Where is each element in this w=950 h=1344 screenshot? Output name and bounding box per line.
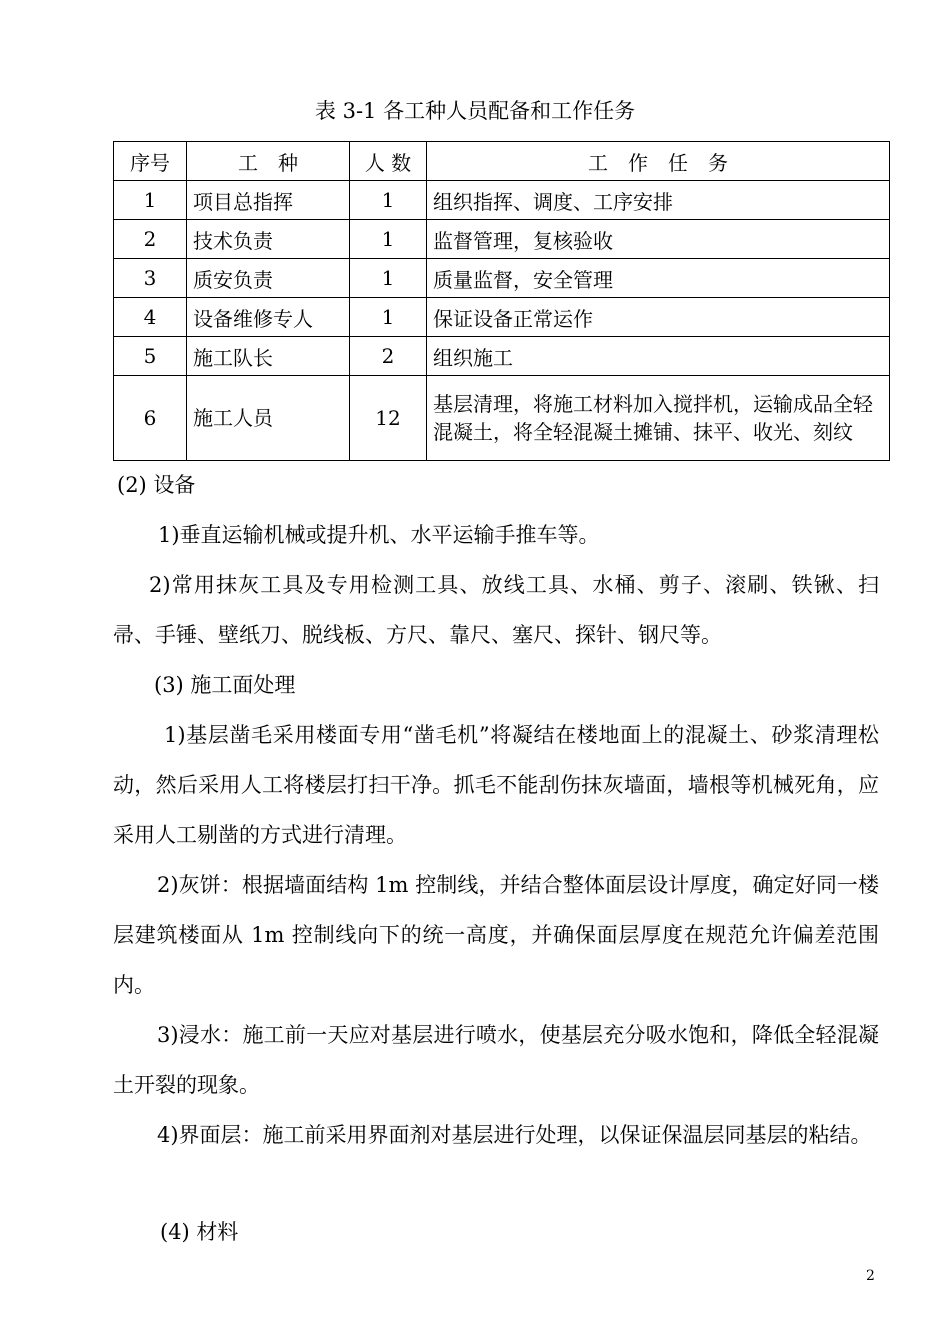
cell-number: 4 <box>114 298 187 337</box>
cell-number: 2 <box>114 220 187 259</box>
equipment-item-2: 2)常用抹灰工具及专用检测工具、放线工具、水桶、剪子、滚刷、铁锹、扫帚、手锤、壁纸刀、脱线板、方尺、靠尺、塞尺、探针、钢尺等。 <box>113 573 879 647</box>
cell-task: 保证设备正常运作 <box>427 298 890 337</box>
cell-task: 组织施工 <box>427 337 890 376</box>
header-number: 序号 <box>114 142 187 181</box>
table-row <box>114 259 890 298</box>
surface-item-1: 1)基层凿毛采用楼面专用“凿毛机”将凝结在楼地面上的混凝土、砂浆清理松动，然后采用人工将楼层打扫干净。抓毛不能刮伤抹灰墙面，墙根等机械死角，应采用人工剔凿的方式进行清理。 <box>113 723 879 847</box>
table-caption: 表 3-1 各工种人员配备和工作任务 <box>314 99 636 123</box>
cell-task: 监督管理，复核验收 <box>427 220 890 259</box>
cell-number: 1 <box>114 181 187 220</box>
material-heading: (4) 材料 <box>160 1220 239 1244</box>
table-row <box>114 220 890 259</box>
surface-item-2: 2)灰饼：根据墙面结构 1m 控制线，并结合整体面层设计厚度，确定好同一楼层建筑楼面从 1m 控制线向下的统一高度，并确保面层厚度在规范允许偏差范围内。 <box>113 873 879 997</box>
header-task: 工 作 任 务 <box>427 142 890 181</box>
cell-headcount: 1 <box>350 298 427 337</box>
surface-item-3: 3)浸水：施工前一天应对基层进行喷水，使基层充分吸水饱和，降低全轻混凝土开裂的现象。 <box>113 1023 879 1097</box>
surface-heading: (3) 施工面处理 <box>154 673 296 697</box>
cell-headcount: 12 <box>350 376 427 461</box>
cell-headcount: 2 <box>350 337 427 376</box>
cell-number: 6 <box>114 376 187 461</box>
table-row <box>114 298 890 337</box>
table-row <box>114 337 890 376</box>
equipment-heading: (2) 设备 <box>117 473 196 497</box>
cell-headcount: 1 <box>350 259 427 298</box>
cell-work-type: 施工人员 <box>187 376 350 461</box>
cell-work-type: 项目总指挥 <box>187 181 350 220</box>
cell-task: 基层清理，将施工材料加入搅拌机，运输成品全轻混凝土，将全轻混凝土摊铺、抹平、收光、刻纹 <box>427 376 890 461</box>
cell-task: 质量监督，安全管理 <box>427 259 890 298</box>
surface-item-4: 4)界面层：施工前采用界面剂对基层进行处理，以保证保温层同基层的粘结。 <box>157 1123 872 1147</box>
staff-table <box>113 141 890 461</box>
header-headcount: 人 数 <box>350 142 427 181</box>
table-row <box>114 376 890 461</box>
cell-number: 5 <box>114 337 187 376</box>
cell-work-type: 质安负责 <box>187 259 350 298</box>
cell-work-type: 设备维修专人 <box>187 298 350 337</box>
header-work-type: 工 种 <box>187 142 350 181</box>
cell-work-type: 技术负责 <box>187 220 350 259</box>
cell-task: 组织指挥、调度、工序安排 <box>427 181 890 220</box>
page-number: 2 <box>866 1268 875 1284</box>
table-header-row <box>114 142 890 181</box>
cell-work-type: 施工队长 <box>187 337 350 376</box>
cell-headcount: 1 <box>350 220 427 259</box>
cell-number: 3 <box>114 259 187 298</box>
table-row <box>114 181 890 220</box>
cell-headcount: 1 <box>350 181 427 220</box>
equipment-item-1: 1)垂直运输机械或提升机、水平运输手推车等。 <box>158 523 600 547</box>
